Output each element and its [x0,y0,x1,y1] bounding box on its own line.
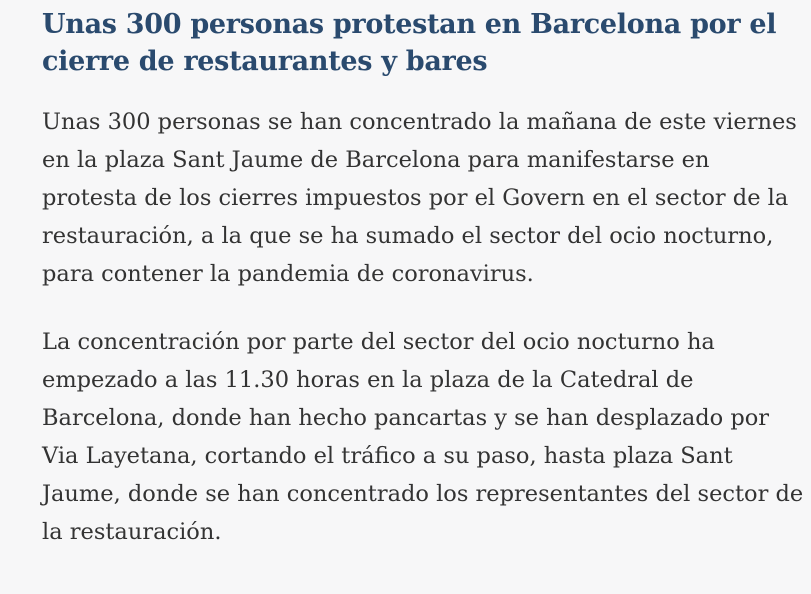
article-paragraph: La concentración por parte del sector del ocio nocturno ha empezado a las 11.30 horas en la plaza de la Catedral de Barcelona, donde han hecho pancartas y se han desplazado por Via Layetana, cortando el tráfico a su paso, hasta plaza Sant Jaume, donde se han concentrado los representantes del sector de la restauración. [42,329,804,545]
article-headline: Unas 300 personas protestan en Barcelona por el cierre de restaurantes y bares [42,9,777,77]
article-paragraph: Unas 300 personas se han concentrado la mañana de este viernes en la plaza Sant Jaume de Barcelona para manifestarse en protesta de los cierres impuestos por el Govern en el sector de la restauración, a la que se ha sumado el sector del ocio nocturno, para contener la pandemia de coronavirus. [42,109,797,287]
